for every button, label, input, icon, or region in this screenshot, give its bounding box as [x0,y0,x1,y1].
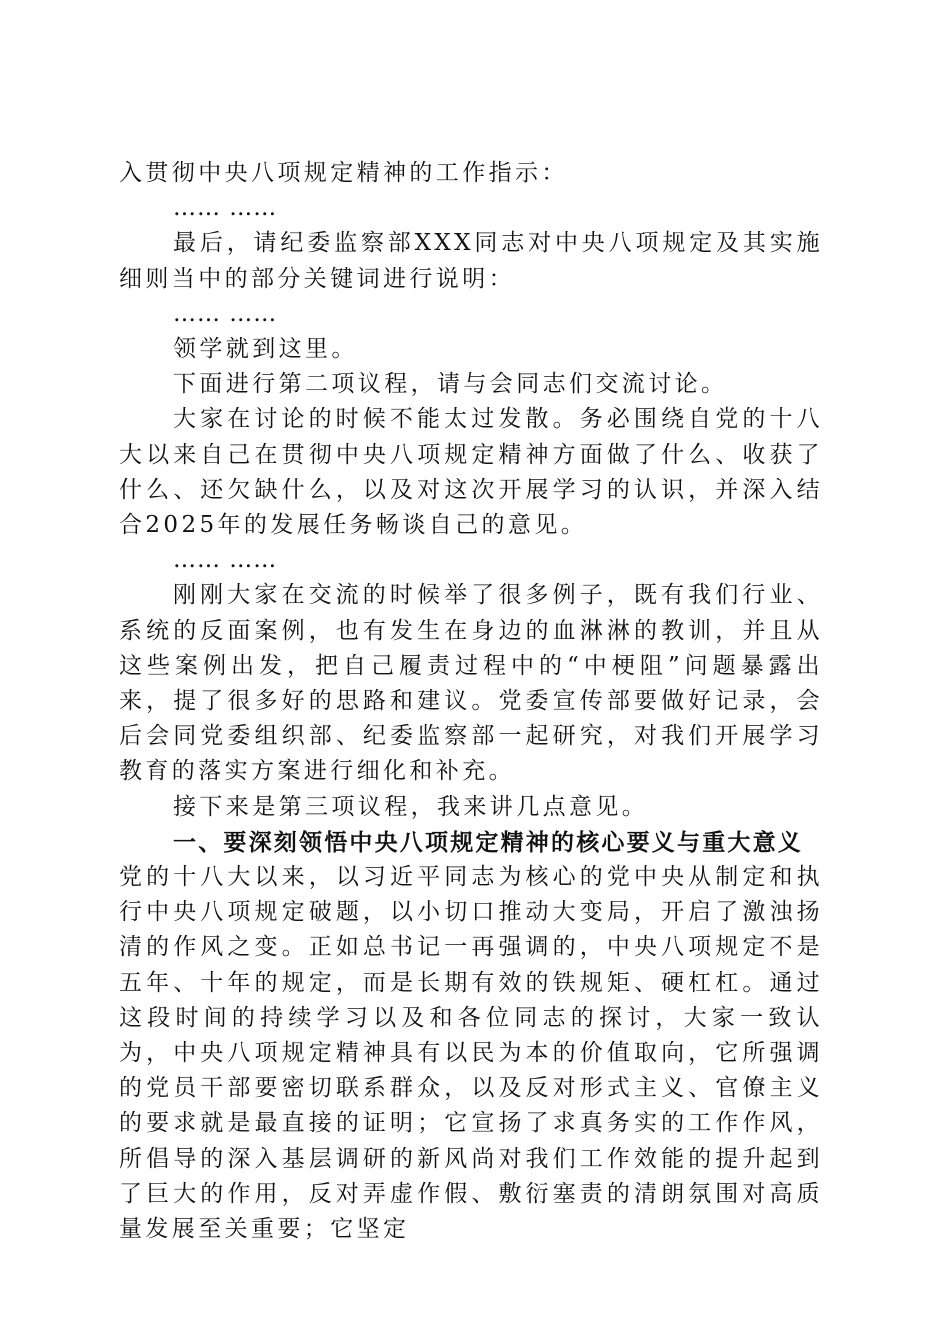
paragraph: 最后，请纪委监察部XXX同志对中央八项规定及其实施细则当中的部分关键词进行说明： [119,230,823,292]
paragraph: 下面进行第二项议程，请与会同志们交流讨论。 [173,371,728,398]
paragraph: 入贯彻中央八项规定精神的工作指示： [119,160,568,186]
paragraph: 党的十八大以来，以习近平同志为核心的党中央从制定和执行中央八项规定破题，以小切口推动大变局，开启了激浊扬清的作风之变。正如总书记一再强调的，中央八项规定不是五年、十年的规定，而是长期有效的铁规矩、硬杠杠。通过这段时间的持续学习以及和各位同志的探讨，大家一致认为，中央八项规定精神具有以民为本的价值取向，它所强调的党员干部要密切联系群众，以及反对形式主义、官僚主义的要求就是最直接的证明；它宣扬了求真务实的工作作风，所倡导的深入基层调研的新风尚对我们工作效能的提升起到了巨大的作用，反对弄虚作假、敷衍塞责的清朗氛围对高质量发展至关重要；它坚定 [119,864,823,1243]
paragraph: 接下来是第三项议程，我来讲几点意见。 [173,793,649,820]
section-heading: 一、要深刻领悟中央八项规定精神的核心要义与重大意义 [173,828,803,856]
paragraph: 领学就到这里。 [173,336,358,363]
ellipsis-line: …… …… [173,300,278,327]
document-body [119,156,823,1247]
ellipsis-line: …… …… [173,547,278,574]
paragraph: 大家在讨论的时候不能太过发散。务必围绕自党的十八大以来自己在贯彻中央八项规定精神方面做了什么、收获了什么、还欠缺什么，以及对这次开展学习的认识，并深入结合2025年的发展任务畅谈自己的意见。 [119,406,823,539]
ellipsis-line: …… …… [173,195,278,222]
paragraph: 刚刚大家在交流的时候举了很多例子，既有我们行业、系统的反面案例，也有发生在身边的血淋淋的教训，并且从这些案例出发，把自己履责过程中的“中梗阻”问题暴露出来，提了很多好的思路和建议。党委宣传部要做好记录，会后会同党委组织部、纪委监察部一起研究，对我们开展学习教育的落实方案进行细化和补充。 [119,582,823,785]
